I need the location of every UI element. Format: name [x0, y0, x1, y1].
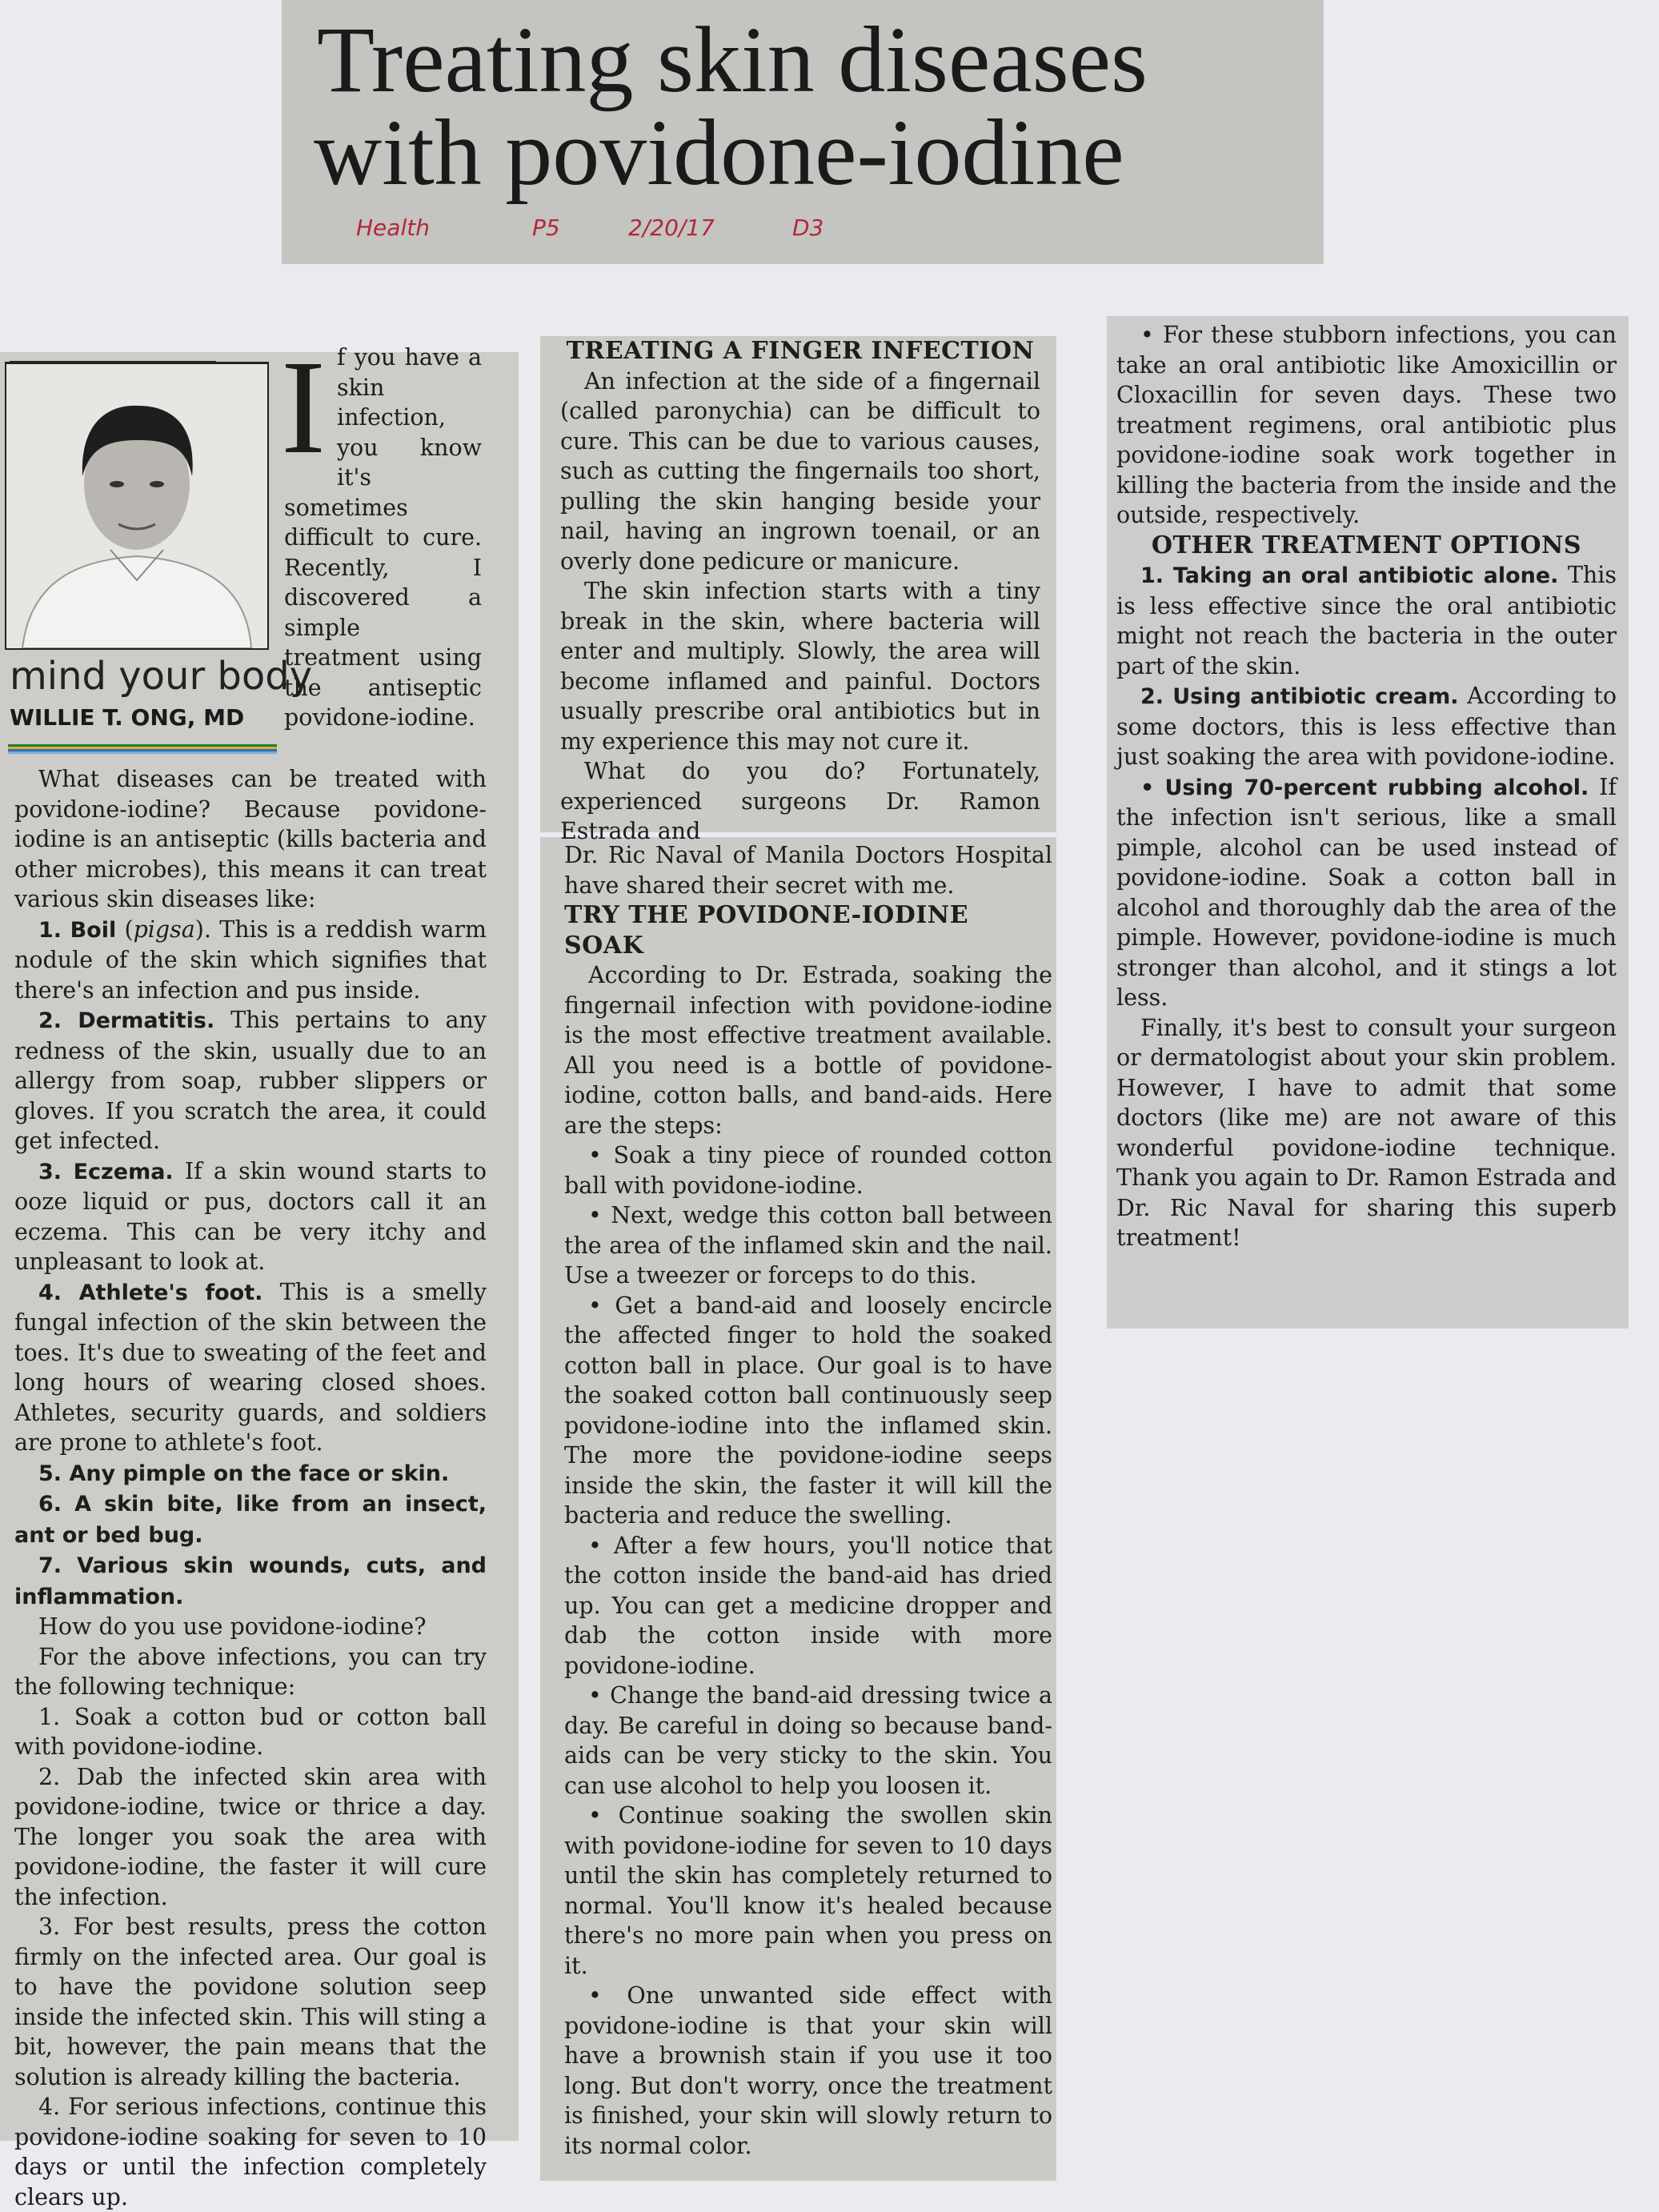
headline-line-2: with povidone-iodine [314, 100, 1124, 205]
list-item: 6. A skin bite, like from an insect, ant or bed bug. [14, 1492, 487, 1548]
bullet: • Soak a tiny piece of rounded cotton ball with povidone-iodine. [564, 1142, 1052, 1199]
column-2-text-top [560, 336, 1040, 847]
list-item: 3. Eczema. If a skin wound starts to ooze liquid or pus, doctors call it an eczema. This can be very itchy and unpleasant to look at. [14, 1157, 487, 1275]
bullet: • After a few hours, you'll notice that the cotton inside the band-aid has dried up. You can get a medicine dropper and dab the cotton inside with more povidone-iodine. [564, 1532, 1052, 1679]
paragraph: Dr. Ric Naval of Manila Doctors Hospital have shared their secret with me. [564, 842, 1052, 899]
option: • Using 70-percent rubbing alcohol. If the infection isn't serious, like a small pimple, alcohol can be used instead of povidone-iodine. Soak a cotton ball in alcohol and thoroughly dab the area of the pimple. However, povidone-iodine is much stronger than alcohol, and it stings a lot less. [1116, 773, 1617, 1011]
list-item: 2. Dermatitis. This pertains to any redness of the skin, usually due to an allergy from soap, rubber slippers or gloves. If you scratch the area, it could get infected. [14, 1007, 487, 1154]
column-name: mind your body [10, 654, 313, 699]
paragraph: An infection at the side of a fingernail (called paronychia) can be difficult to cure. This can be due to various causes, such as cutting the fingernails too short, pulling the skin hanging beside your nail, having an ingrown toenail, or an overly done pedicure or manicure. [560, 367, 1040, 575]
option: 2. Using antibiotic cream. According to some doctors, this is less effective than just soaking the area with povidone-iodine. [1116, 683, 1617, 770]
bullet: • Next, wedge this cotton ball between the area of the inflamed skin and the nail. Use a tweezer or forceps to do this. [564, 1202, 1052, 1288]
column-color-bar [8, 744, 277, 759]
list-item: 4. Athlete's foot. This is a smelly fungal infection of the skin between the toes. It's due to sweating of the feet and long hours of wearing closed shoes. Athletes, security guards, and soldiers are prone to athlete's foot. [14, 1278, 487, 1456]
bullet: • One unwanted side effect with povidone-iodine is that your skin will have a brownish stain if you use it too long. But don't worry, once the treatment is finished, your skin will slowly return to its normal color. [564, 1982, 1052, 2159]
list-item: 7. Various skin wounds, cuts, and inflammation. [14, 1553, 487, 1609]
column-1-text [14, 764, 487, 2212]
handwritten-page: P5 [532, 214, 560, 241]
section-heading: TRY THE POVIDONE-IODINE SOAK [564, 901, 969, 960]
bullet: • Continue soaking the swollen skin with povidone-iodine for seven to 10 days until the skin has completely returned to normal. You'll know it's healed because there's no more pain when you press on it. [564, 1802, 1052, 1979]
column-2-text-bottom [564, 840, 1052, 2161]
paragraph: How do you use povidone-iodine? [38, 1613, 427, 1640]
option: 1. Taking an oral antibiotic alone. This is less effective since the oral antibiotic might not reach the bacteria in the outer part of the skin. [1116, 562, 1617, 679]
list-item: 5. Any pimple on the face or skin. [38, 1461, 450, 1486]
author-photo [5, 362, 269, 650]
section-heading: OTHER TREATMENT OPTIONS [1151, 531, 1582, 559]
column-3-text [1116, 320, 1617, 1253]
headline-line-1: Treating skin diseases [317, 7, 1148, 112]
paragraph: According to Dr. Estrada, soaking the fingernail infection with povidone-iodine is the most effective treatment available. All you need is a bottle of povidone-iodine, cotton balls, and band-aids. Here are the steps: [564, 962, 1052, 1139]
paragraph: For the above infections, you can try the following technique: [14, 1643, 487, 1700]
bullet: • Get a band-aid and loosely encircle the affected finger to hold the soaked cotton ball in place. Our goal is to have the soaked cotton ball continuously seep povidone-iodine into the inflamed skin. The more the povidone-iodine seeps inside the skin, the faster it will kill the bacteria and reduce the swelling. [564, 1292, 1052, 1529]
paragraph: What diseases can be treated with povidone-iodine? Because povidone-iodine is an antiseptic (kills bacteria and other microbes), this means it can treat various skin diseases like: [14, 766, 487, 912]
list-item: 1. Boil (pigsa). This is a reddish warm nodule of the skin which signifies that there's an infection and pus inside. [14, 916, 487, 1004]
step: 2. Dab the infected skin area with povidone-iodine, twice or thrice a day. The longer you soak the area with povidone-iodine, the faster it will cure the infection. [14, 1763, 487, 1910]
bullet: • Change the band-aid dressing twice a day. Be careful in doing so because band-aids can be very sticky to the skin. You can use alcohol to help you loosen it. [564, 1682, 1052, 1799]
handwritten-date: 2/20/17 [628, 214, 715, 241]
step: 1. Soak a cotton bud or cotton ball with povidone-iodine. [14, 1703, 487, 1760]
author-byline: WILLIE T. ONG, MD [10, 704, 245, 731]
paragraph: Finally, it's best to consult your surgeon or dermatologist about your skin problem. However, I have to admit that some doctors (like me) are not aware of this wonderful povidone-iodine technique. Thank you again to Dr. Ramon Estrada and Dr. Ric Naval for sharing this superb treatment! [1116, 1014, 1617, 1251]
step: 3. For best results, press the cotton firmly on the infected area. Our goal is to have the povidone solution seep inside the infected skin. This will sting a bit, however, the pain means that the solution is already killing the bacteria. [14, 1913, 487, 2090]
handwritten-code: D3 [792, 214, 824, 241]
paragraph: The skin infection starts with a tiny break in the skin, where bacteria will enter and multiply. Slowly, the area will become inflamed and painful. Doctors usually prescribe oral antibiotics but in my experience this may not cure it. [560, 578, 1040, 755]
step: 4. For serious infections, continue this povidone-iodine soaking for seven to 10 days or until the infection completely clears up. [14, 2094, 487, 2210]
paragraph: • For these stubborn infections, you can take an oral antibiotic like Amoxicillin or Cloxacillin for seven days. These two treatment regimens, oral antibiotic plus povidone-iodine soak work together in killing the bacteria from the inside and the outside, respectively. [1116, 322, 1617, 528]
section-heading: TREATING A FINGER INFECTION [566, 337, 1035, 365]
paragraph: What do you do? Fortunately, experienced surgeons Dr. Ramon Estrada and [560, 758, 1040, 844]
intro-text: If you have a skin infection, you know it's sometimes difficult to cure. Recently, I discovered a simple treatment using the antiseptic povidone-iodine. [281, 333, 482, 731]
handwritten-section: Health [356, 214, 430, 241]
drop-cap: I [281, 333, 326, 482]
